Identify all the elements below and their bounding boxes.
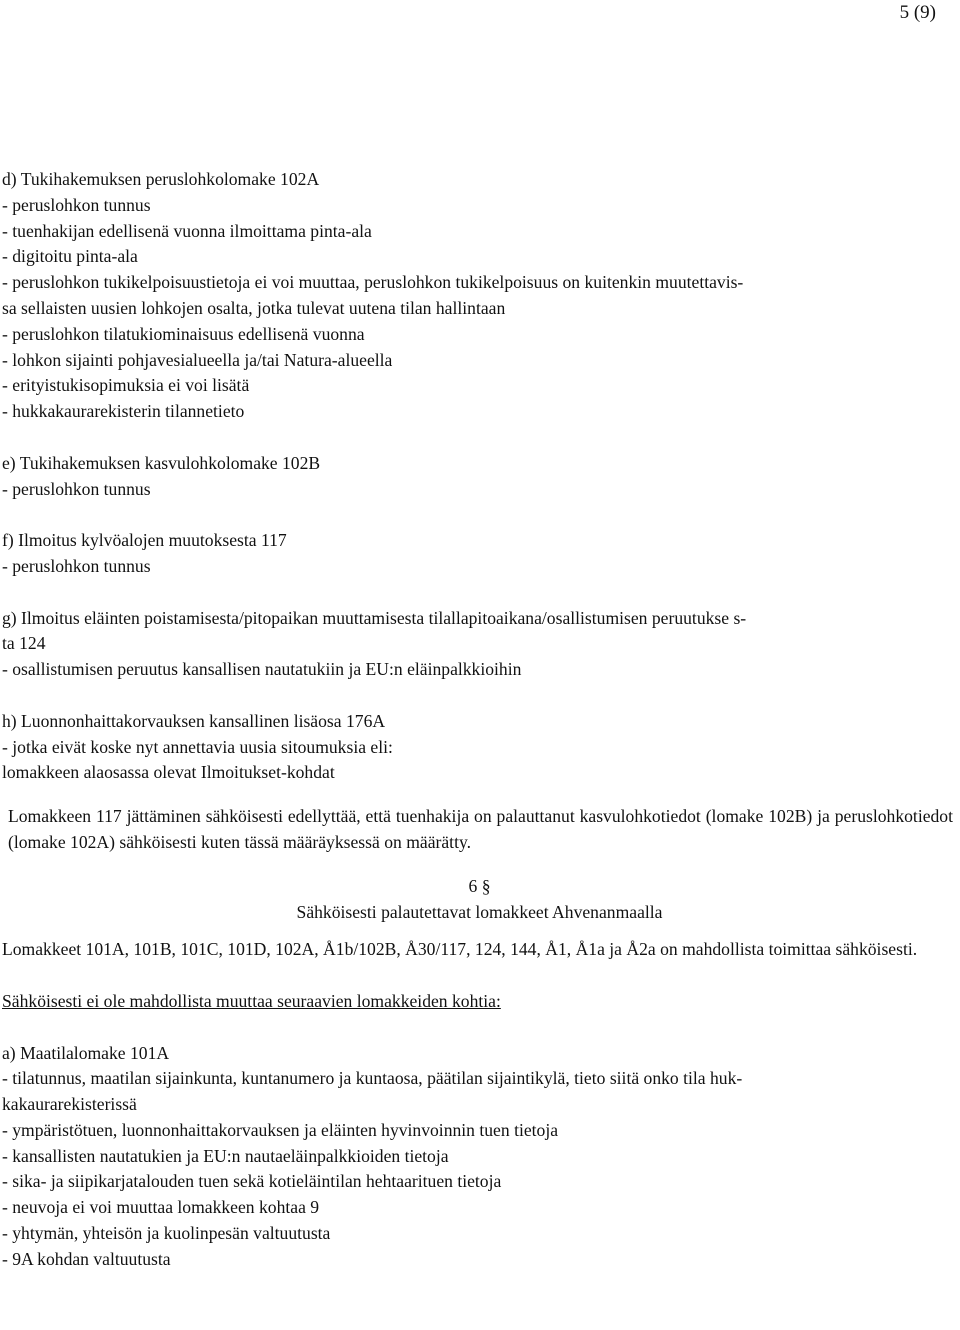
section-heading: g) Ilmoitus eläinten poistamisesta/pitopaikan muuttamisesta tilallapitoaikana/osallistumisen peruutukse s- (2, 607, 747, 628)
list-item: - peruslohkon tunnus (2, 194, 151, 215)
section-g (2, 606, 957, 683)
section-heading: f) Ilmoitus kylvöalojen muutoksesta 117 (2, 530, 287, 551)
list-item: - sika- ja siipikarjatalouden tuen sekä kotieläintilan hehtaarituen tietoja (2, 1171, 502, 1192)
section-heading: h) Luonnonhaittakorvauksen kansallinen lisäosa 176A (2, 710, 386, 731)
section-heading: d) Tukihakemuksen peruslohkolomake 102A (2, 169, 320, 189)
underlined-heading: Sähköisesti ei ole mahdollista muuttaa seuraavien lomakkeiden kohtia: (2, 990, 501, 1011)
section-heading-continued: ta 124 (2, 633, 46, 654)
list-item: lomakkeen alaosassa olevat Ilmoitukset-kohdat (2, 762, 335, 783)
list-item: sa sellaisten uusien lohkojen osalta, jotka tulevat uutena tilan hallintaan (2, 297, 506, 318)
list-item: - jotka eivät koske nyt annettavia uusia sitoumuksia eli: (2, 736, 393, 757)
section-number: 6 § (468, 875, 491, 896)
list-item: kakaurarekisterissä (2, 1094, 137, 1115)
document-body (2, 167, 957, 1273)
page-number: 5 (9) (899, 2, 936, 23)
list-item: - kansallisten nautatukien ja EU:n nautaeläinpalkkioiden tietoja (2, 1145, 449, 1166)
paragraph-form-117: Lomakkeen 117 jättäminen sähköisesti edellyttää, että tuenhakija on palauttanut kasvulohkotiedot (lomake 102B) ja peruslohkotiedot (lomake 102A) sähköisesti kuten tässä määräyksessä on määrätty. (8, 806, 953, 852)
list-item: - ympäristötuen, luonnonhaittakorvauksen ja eläinten hyvinvoinnin tuen tietoja (2, 1119, 559, 1140)
section-heading: a) Maatilalomake 101A (2, 1042, 170, 1063)
section-title: Sähköisesti palautettavat lomakkeet Ahvenanmaalla (296, 901, 663, 922)
list-item: - tuenhakijan edellisenä vuonna ilmoittama pinta-ala (2, 220, 372, 241)
list-item: - peruslohkon tilatukiominaisuus edellisenä vuonna (2, 323, 365, 344)
list-item: - lohkon sijainti pohjavesialueella ja/tai Natura-alueella (2, 349, 393, 370)
list-item: - tilatunnus, maatilan sijainkunta, kuntanumero ja kuntaosa, päätilan sijaintikylä, tieto siitä onko tila huk- (2, 1068, 743, 1089)
section-e (2, 451, 957, 503)
list-item: - osallistumisen peruutus kansallisen nautatukiin ja EU:n eläinpalkkioihin (2, 659, 522, 680)
section-d (2, 167, 957, 425)
list-item: - erityistukisopimuksia ei voi lisätä (2, 375, 250, 396)
paragraph-aland-forms: Lomakkeet 101A, 101B, 101C, 101D, 102A, Å1b/102B, Å30/117, 124, 144, Å1, Å1a ja Å2a on mahdollista toimittaa sähköisesti. (2, 939, 918, 960)
list-item: - peruslohkon tunnus (2, 555, 151, 576)
list-item: - digitoitu pinta-ala (2, 246, 138, 267)
list-item: - yhtymän, yhteisön ja kuolinpesän valtuutusta (2, 1223, 331, 1244)
list-item: - peruslohkon tunnus (2, 478, 151, 499)
list-item: - hukkakaurarekisterin tilannetieto (2, 401, 245, 422)
section-heading: e) Tukihakemuksen kasvulohkolomake 102B (2, 452, 321, 473)
list-item: - 9A kohdan valtuutusta (2, 1248, 171, 1269)
section-a (2, 1041, 957, 1273)
list-item: - peruslohkon tukikelpoisuustietoja ei voi muuttaa, peruslohkon tukikelpoisuus on kuitenkin muutettavis- (2, 272, 744, 293)
list-item: - neuvoja ei voi muuttaa lomakkeen kohtaa 9 (2, 1197, 320, 1218)
section-f (2, 528, 957, 580)
section-h (2, 709, 957, 786)
